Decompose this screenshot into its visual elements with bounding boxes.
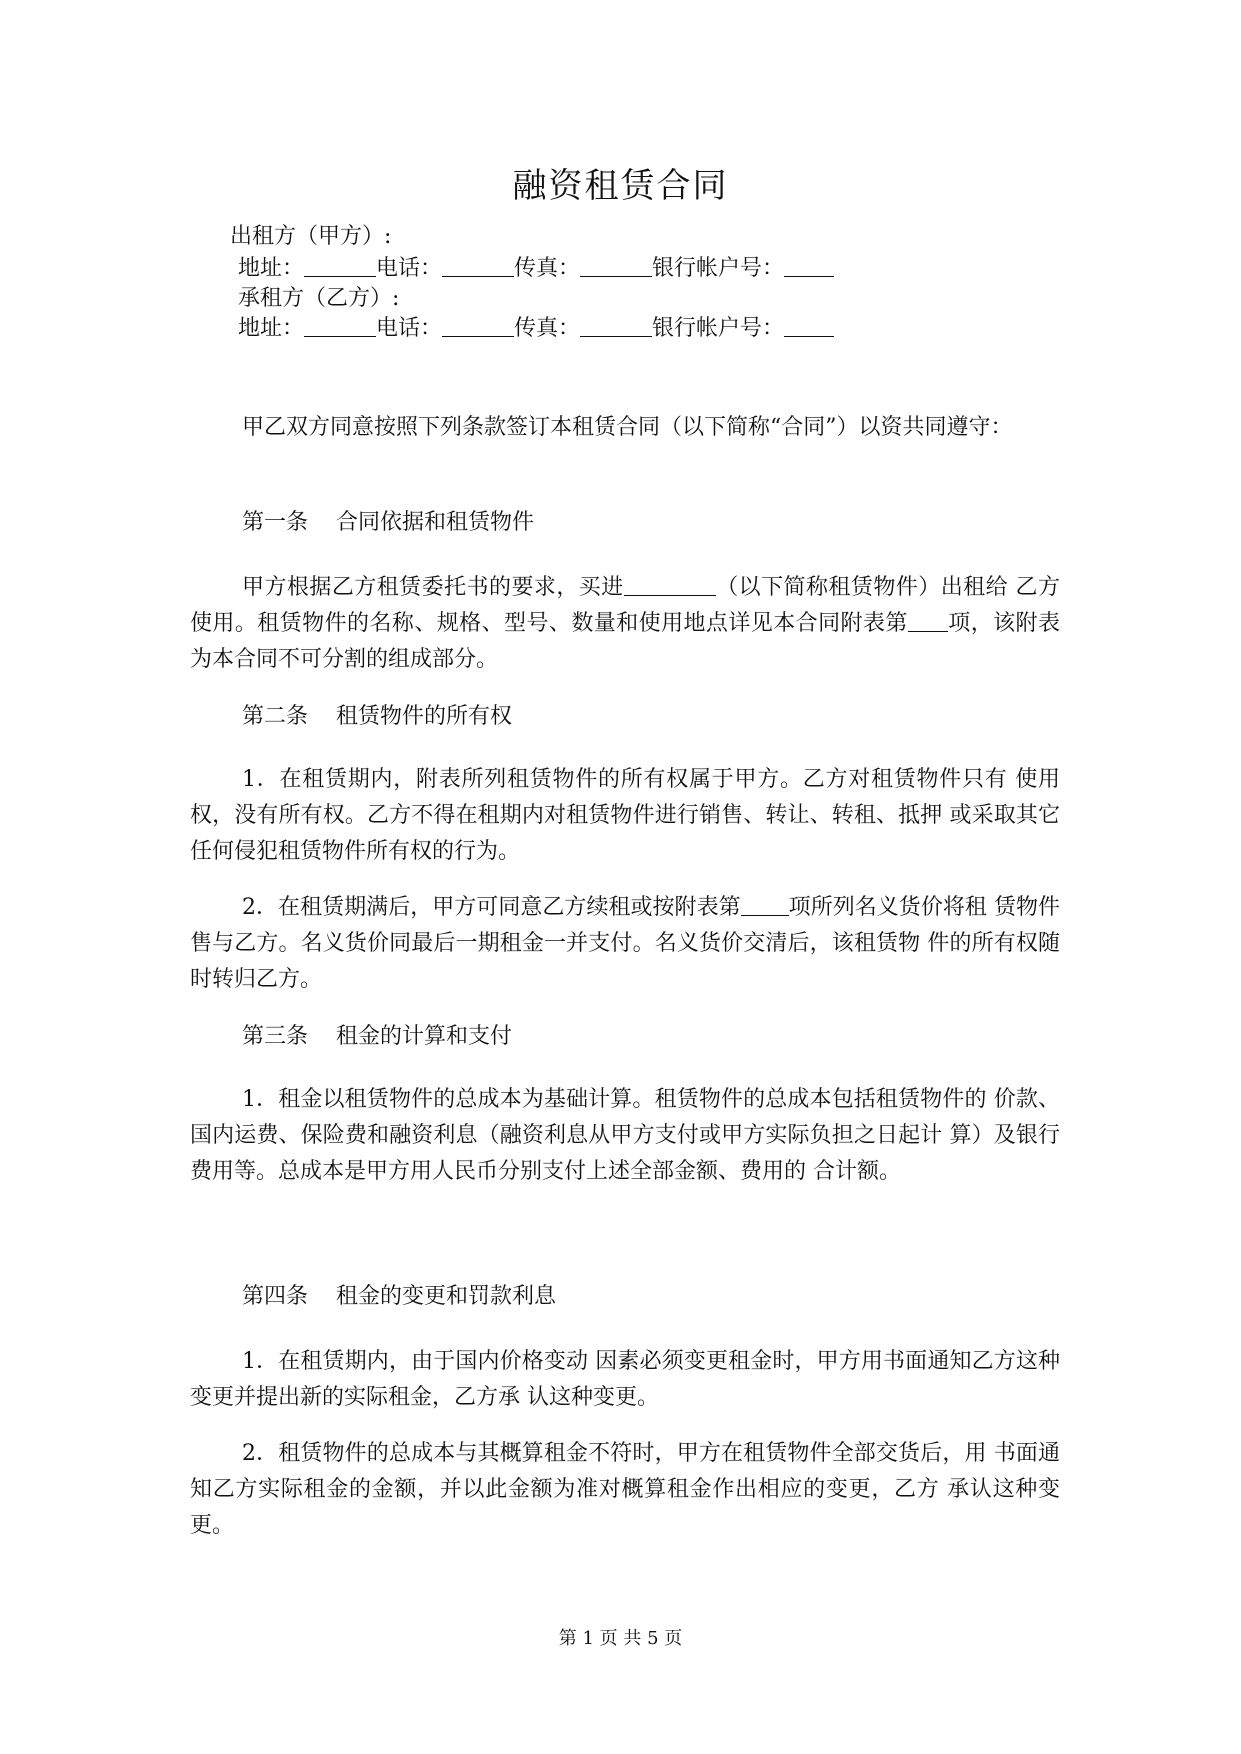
party-b-bank-label: 银行帐户号： xyxy=(652,316,785,341)
article-3-heading: 第三条 租金的计算和支付 xyxy=(242,1024,512,1049)
article-4-item-2: 2．租赁物件的总成本与其概算租金不符时，甲方在租赁物件全部交货后，用 书面通知乙方实际租金的金额，并以此金额为准对概算租金作出相应的变更，乙方 承认这种变更。 xyxy=(190,1441,1060,1538)
article-2-heading: 第二条 租赁物件的所有权 xyxy=(242,704,512,729)
party-a-phone-blank xyxy=(442,254,514,277)
article-4-item-1: 1．在租赁期内，由于国内价格变动 因素必须变更租金时，甲方用书面通知乙方这种变更并提出新的实际租金，乙方承 认这种变更。 xyxy=(190,1349,1060,1410)
party-b-address-blank xyxy=(304,314,376,337)
party-b-fax-blank xyxy=(580,314,652,337)
article-2-item-2-part-b: 项所列名义货价将租 赁物件售与乙方。名义货价同最后一期租金一并支付。名义货价交清后，该租赁物 件的所有权随时转归乙方。 xyxy=(190,895,1060,992)
article-4-heading: 第四条 租金的变更和罚款利息 xyxy=(242,1284,556,1309)
article-1-heading: 第一条 合同依据和租赁物件 xyxy=(242,510,534,535)
party-b-contact-line xyxy=(238,314,834,344)
article-1-body-part-b: （以下简称租赁物件）出租给 乙方使用。租赁物件的名称、规格、型号、数量和使用地点详见本合同附表第 xyxy=(190,575,1060,636)
article-1-item-blank xyxy=(624,573,716,596)
party-a-bank-label: 银行帐户号： xyxy=(652,256,785,281)
page-number: 第 1 页 共 5 页 xyxy=(558,1628,683,1649)
preamble-paragraph: 甲乙双方同意按照下列条款签订本租赁合同（以下简称“合同”）以资共同遵守： xyxy=(242,415,1013,440)
party-b-address-label: 地址： xyxy=(238,316,305,341)
article-1-body xyxy=(190,570,1060,678)
party-a-fax-label: 传真： xyxy=(514,256,581,281)
party-b-bank-blank xyxy=(784,314,834,337)
article-1-schedule-blank xyxy=(908,609,948,632)
article-3-item-1: 1．租金以租赁物件的总成本为基础计算。租赁物件的总成本包括租赁物件的 价款、国内运费、保险费和融资利息（融资利息从甲方支付或甲方实际负担之日起计 算）及银行费用等。总成本是甲方用人民币分别支付上述全部金额、费用的 合计额。 xyxy=(190,1087,1060,1184)
party-a-fax-blank xyxy=(580,254,652,277)
document-title: 融资租赁合同 xyxy=(512,166,729,206)
article-2-schedule-blank xyxy=(741,893,789,916)
article-2-item-1: 1．在租赁期内，附表所列租赁物件的所有权属于甲方。乙方对租赁物件只有 使用权，没有所有权。乙方不得在租期内对租赁物件进行销售、转让、转租、抵押 或采取其它任何侵犯租赁物件所有权的行为。 xyxy=(190,767,1060,864)
article-2-item-2 xyxy=(190,890,1060,998)
party-b-phone-blank xyxy=(442,314,514,337)
party-b-phone-label: 电话： xyxy=(376,316,443,341)
party-a-contact-line xyxy=(238,254,834,284)
article-1-body-part-c: 项，该附表为本合同不可分割的组成部分。 xyxy=(190,611,1060,672)
party-a-address-label: 地址： xyxy=(238,256,305,281)
party-a-phone-label: 电话： xyxy=(376,256,443,281)
party-b-fax-label: 传真： xyxy=(514,316,581,341)
article-2-item-2-part-a: 2．在租赁期满后，甲方可同意乙方续租或按附表第 xyxy=(242,895,741,920)
party-a-bank-blank xyxy=(784,254,834,277)
party-a-address-blank xyxy=(304,254,376,277)
article-1-body-part-a: 甲方根据乙方租赁委托书的要求，买进 xyxy=(242,575,624,600)
party-b-label: 承租方（乙方）: xyxy=(238,286,400,311)
party-a-label: 出租方（甲方）: xyxy=(230,224,392,249)
